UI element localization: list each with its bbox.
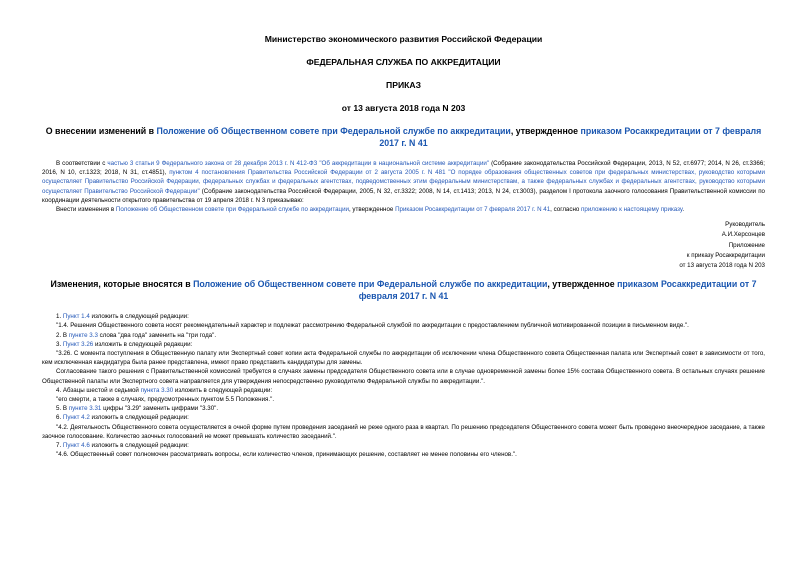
changes-list: [42, 312, 765, 459]
link-item-3-30[interactable]: пункта 3.30: [140, 386, 174, 394]
list-item-text: "4.2. Деятельность Общественного совета осуществляется в очной форме путем проведения заседаний не реже одного раза в квартал. По решению председателя Общественного совета может быть проведено внеочередное заседание, а также заочное голосование. Количество заочных голосований не может превышать количество заседаний.".: [42, 423, 765, 440]
text-fragment: , утвержденное: [348, 206, 396, 214]
appendix-ref-line: к приказу Росаккредитации: [686, 252, 765, 259]
text-fragment: Изменения, которые вносятся в: [50, 279, 194, 290]
appendix-ref-line: Приложение: [728, 242, 765, 250]
list-item: [42, 312, 765, 321]
text-fragment: изложить в следующей редакции:: [89, 442, 189, 450]
list-item-text: Согласование такого решения с Правительственной комиссией требуется в случаях замены председателя Общественного совета или в случае одновременной замены более 15% состава Общественного совета. В остальных случаях решение Общественной палаты или Экспертного совета направляется для утверждения непосредственно руководителю Федеральной службы по аккредитации.".: [42, 368, 765, 385]
text-fragment: 2. В: [56, 331, 69, 339]
preamble-paragraph: [42, 159, 765, 205]
document-title: [42, 125, 765, 149]
text-fragment: изложить в следующей редакции:: [93, 340, 193, 348]
text-fragment: цифры "3.29" заменить цифрами "3.30".: [101, 405, 219, 413]
list-item: [42, 331, 765, 340]
text-fragment: изложить в следующей редакции:: [89, 414, 189, 422]
doc-date: от 13 августа 2018 года N 203: [341, 103, 466, 113]
link-government-decree[interactable]: пунктом 4 постановления Правительства Российской Федерации от 2 августа 2005 г. N 481 "О порядке образования общественных советов при федеральных министерствах, руководство которыми осуществляет Правительство Российской Федерации, федеральных службах и федеральных агентствах, подведомственных этим федеральным министерствам, а также федеральных службах и федеральных агентствах, руководство которыми осуществляет Правительство Российской Федерации": [42, 169, 765, 195]
text-fragment: 5. В: [56, 405, 69, 413]
order-paragraph: [42, 205, 765, 214]
text-fragment: 3.: [56, 340, 63, 348]
link-item-3-3[interactable]: пункте 3.3: [68, 331, 98, 339]
text-fragment: (Собрание законодательства Российской Федерации, 2013, N 52, ст.6977; 2014, N 26, ст.3366; 2016, N 10, ст.1323; 2018, N 31, ст.4851),: [42, 160, 766, 177]
list-item: [42, 386, 765, 395]
signature-role: Руководитель: [725, 221, 765, 229]
text-fragment: изложить в следующей редакции:: [89, 313, 189, 321]
text-fragment: .: [682, 206, 685, 214]
text-fragment: изложить в следующей редакции:: [173, 386, 273, 394]
signature-name: А.И.Херсонцев: [721, 230, 765, 238]
link-item-3-31[interactable]: пункте 3.31: [68, 405, 102, 413]
ministry-heading: Министерство экономического развития Российской Федерации: [264, 34, 543, 44]
appendix-title-link-order[interactable]: приказом Росаккредитации от 7 февраля 2017 г. N 41: [358, 279, 757, 302]
text-fragment: слова "два года" заменить на "три года".: [97, 331, 217, 339]
text-fragment: (Собрание законодательства Российской Федерации, 2005, N 32, ст.3322; 2008, N 14, ст.1413; 2013, N 24, ст.3003), разделом I протокола заочного голосования Правительственной комиссии по координации деятельности открытого правительства от 19 апреля 2018 г. N 3 приказываю:: [42, 187, 765, 204]
signature-block: [42, 220, 765, 239]
text-fragment: 4. Абзацы шестой и седьмой: [56, 386, 141, 394]
text-fragment: В соответствии с: [56, 160, 108, 167]
link-item-1-4[interactable]: Пункт 1.4: [62, 313, 90, 321]
list-item-text: "его смерти, а также в случаях, предусмотренных пунктом 5.5 Положения.".: [56, 396, 275, 404]
title-middle: , утвержденное: [510, 126, 581, 136]
title-link-regulation[interactable]: Положение об Общественном совете при Федеральной службе по аккредитации: [156, 126, 511, 136]
link-item-4-6[interactable]: Пункт 4.6: [62, 442, 90, 450]
service-heading: ФЕДЕРАЛЬНАЯ СЛУЖБА ПО АККРЕДИТАЦИИ: [306, 57, 501, 67]
link-item-3-26[interactable]: Пункт 3.26: [62, 340, 94, 348]
link-federal-law[interactable]: частью 3 статьи 9 Федерального закона от 28 декабря 2013 г. N 412-ФЗ "Об аккредитации в национальной системе аккредитации": [107, 160, 490, 167]
appendix-ref-line: от 13 августа 2018 года N 203: [679, 261, 765, 269]
text-fragment: 7.: [56, 442, 63, 450]
list-item-text: "3.26. С момента поступления в Общественную палату или Экспертный совет копии акта Федеральной службы по аккредитации об исключении члена Общественного совета Общественная палата или Экспертный совет в зависимости от того, кем исключенная кандидатура была ранее представлена, имеют право представить кандидатуры для замены.: [42, 350, 765, 367]
doc-type-heading: ПРИКАЗ: [386, 80, 421, 90]
list-item: [42, 404, 765, 413]
list-item: [42, 441, 765, 450]
list-item: [42, 413, 765, 422]
link-appendix[interactable]: приложению к настоящему приказу: [581, 206, 683, 214]
text-fragment: , утвержденное: [547, 279, 618, 290]
appendix-title-link-regulation[interactable]: Положение об Общественном совете при Федеральной службе по аккредитации: [193, 279, 548, 290]
link-regulation[interactable]: Положение об Общественном совете при Федеральной службе по аккредитации: [115, 206, 349, 214]
list-item-text: "1.4. Решения Общественного совета носят рекомендательный характер и подлежат рассмотрению Федеральной службой по аккредитации с предоставлением публичной мотивированной позиции в письменном виде.".: [56, 322, 689, 330]
appendix-title: [42, 278, 765, 302]
text-fragment: Внести изменения в: [56, 206, 116, 214]
text-fragment: 1.: [56, 313, 63, 321]
title-link-order[interactable]: приказом Росаккредитации от 7 февраля 2017 г. N 41: [379, 126, 762, 148]
text-fragment: , согласно: [550, 206, 582, 214]
title-prefix: О внесении изменений в: [45, 126, 157, 136]
text-fragment: 6.: [56, 414, 63, 422]
link-item-4-2[interactable]: Пункт 4.2: [62, 414, 90, 422]
link-order[interactable]: Приказом Росаккредитации от 7 февраля 2017 г. N 41: [395, 206, 551, 214]
appendix-reference: [42, 241, 765, 270]
list-item-text: "4.6. Общественный совет полномочен рассматривать вопросы, если количество членов, принимающих решение, составляет не менее половины его членов.".: [56, 451, 517, 459]
list-item: [42, 340, 765, 349]
